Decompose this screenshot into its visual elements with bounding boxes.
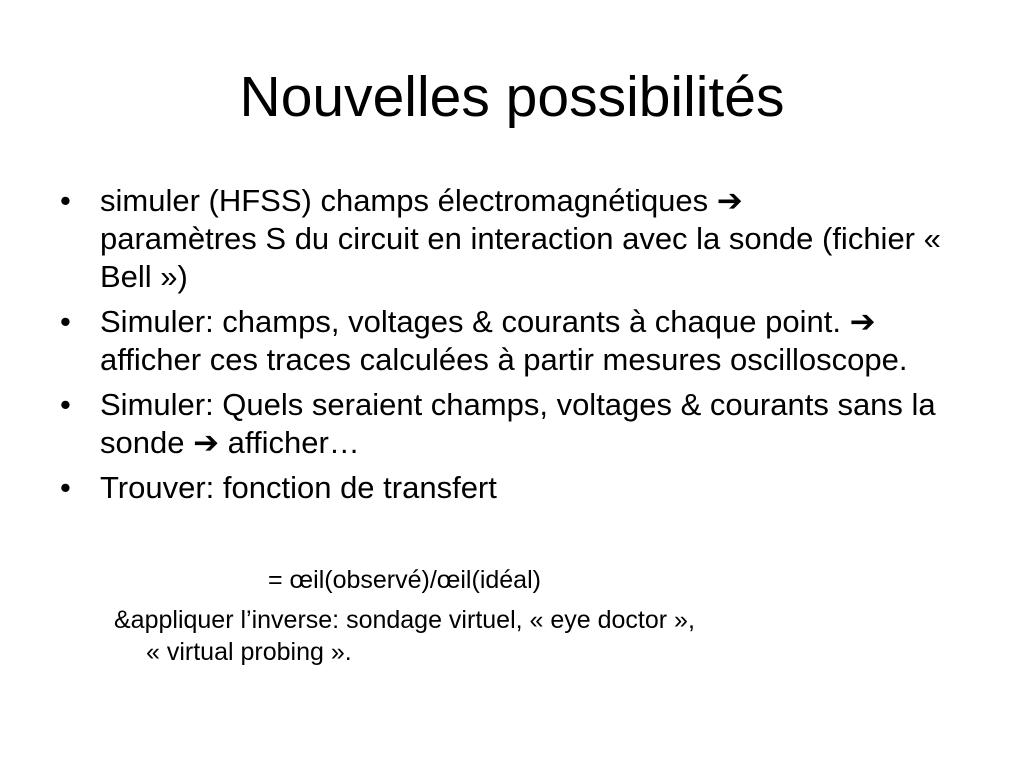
bullet-dot-icon: • (60, 304, 71, 339)
bullet-text-part: paramètres S du circuit en interaction avec la sonde (fichier « Bell ») (100, 221, 941, 294)
arrow-right-icon: ➔ (849, 304, 876, 339)
bullet-list (60, 182, 960, 514)
arrow-right-icon: ➔ (716, 183, 743, 218)
bullet-text-part: Simuler: champs, voltages & courants à chaque point. (100, 304, 850, 339)
transfer-formula: = œil(observé)/œil(idéal) (268, 566, 541, 594)
apply-line: « virtual probing ». (146, 638, 352, 666)
bullet-dot-icon: • (60, 387, 71, 422)
bullet-text-part: afficher ces traces calculées à partir mesures oscilloscope. (100, 342, 908, 377)
apply-line: &appliquer l’inverse: sondage virtuel, « eye doctor », (114, 606, 695, 634)
bullet-item (60, 469, 960, 507)
bullet-text: Trouver: fonction de transfert (100, 470, 497, 505)
bullet-text-part: afficher… (219, 425, 360, 460)
bullet-text-part: simuler (HFSS) champs électromagnétiques (100, 183, 717, 218)
slide-title: Nouvelles possibilités (239, 65, 785, 129)
apply-inverse-note (114, 604, 934, 668)
bullet-text-part: Simuler: Quels seraient champs, voltages & courants sans la sonde (100, 387, 936, 460)
bullet-item (60, 182, 960, 296)
bullet-dot-icon: • (60, 183, 71, 218)
bullet-item (60, 386, 960, 462)
arrow-right-icon: ➔ (193, 425, 220, 460)
bullet-dot-icon: • (60, 470, 71, 505)
bullet-item (60, 303, 960, 379)
